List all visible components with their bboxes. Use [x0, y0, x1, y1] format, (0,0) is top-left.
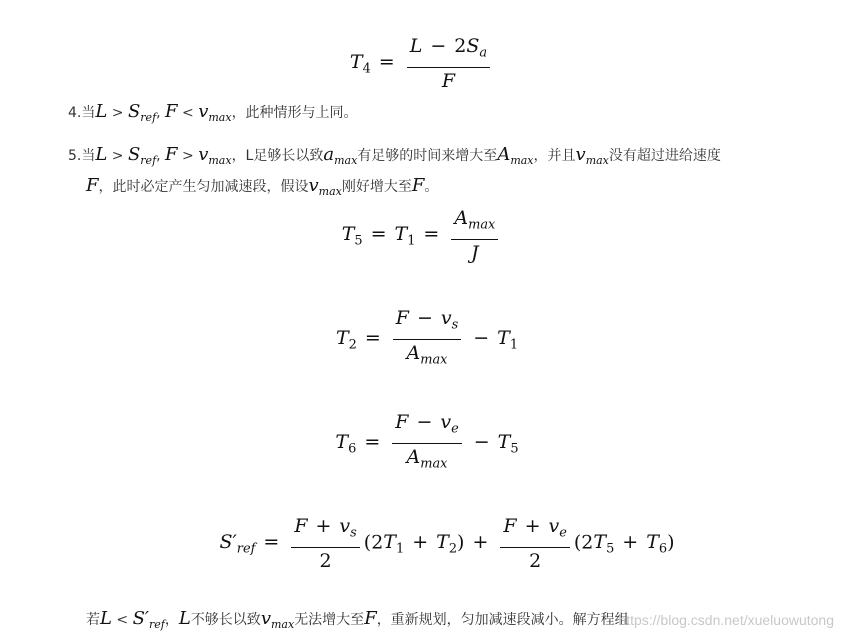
- list-number: 5.: [68, 148, 82, 164]
- list-item-5: 5.当$L > S_{ref}$, $F > v_{max}$，L足够长以致$a_{max}$有足够的时间来增大至$A_{max}$，并且$v_{max}$没有超过进给速度 F，此时必定产生匀加减速段，假设$v_{max}$刚好增大至F。: [68, 144, 721, 198]
- list-number: 4.: [68, 105, 82, 121]
- formula-t2: $T_2$ = $\frac{F - v_s}{A_{max}}$ − $T_1$: [335, 307, 519, 368]
- formula-t5: $T_5 = T_1$ = $\frac{A_{max}}{J}$: [0, 205, 844, 266]
- formula-sref: $S'_{ref}$ = $\frac{F + v_s}{2}$ $(2T_1 + T_2)$ + $\frac{F + v_e}{2}$ $(2T_5 + T_6)$: [219, 515, 675, 572]
- watermark: https://blog.csdn.net/xueluowutong: [618, 612, 834, 628]
- list-item-4: 4.当$L > S_{ref}$, $F < v_{max}$，此种情形与上同。: [68, 101, 358, 124]
- formula-t6: $T_6$ = $\frac{F - v_e}{A_{max}}$ − $T_5$: [335, 411, 519, 472]
- bottom-paragraph: 若$L < S'_{ref}$，L不够长以致$v_{max}$无法增大至F，重新规划，匀加减速段减小。解方程组: [86, 608, 629, 631]
- formula-t4: $T_4$ = $\frac{L - 2S_a}{F}$: [0, 33, 844, 94]
